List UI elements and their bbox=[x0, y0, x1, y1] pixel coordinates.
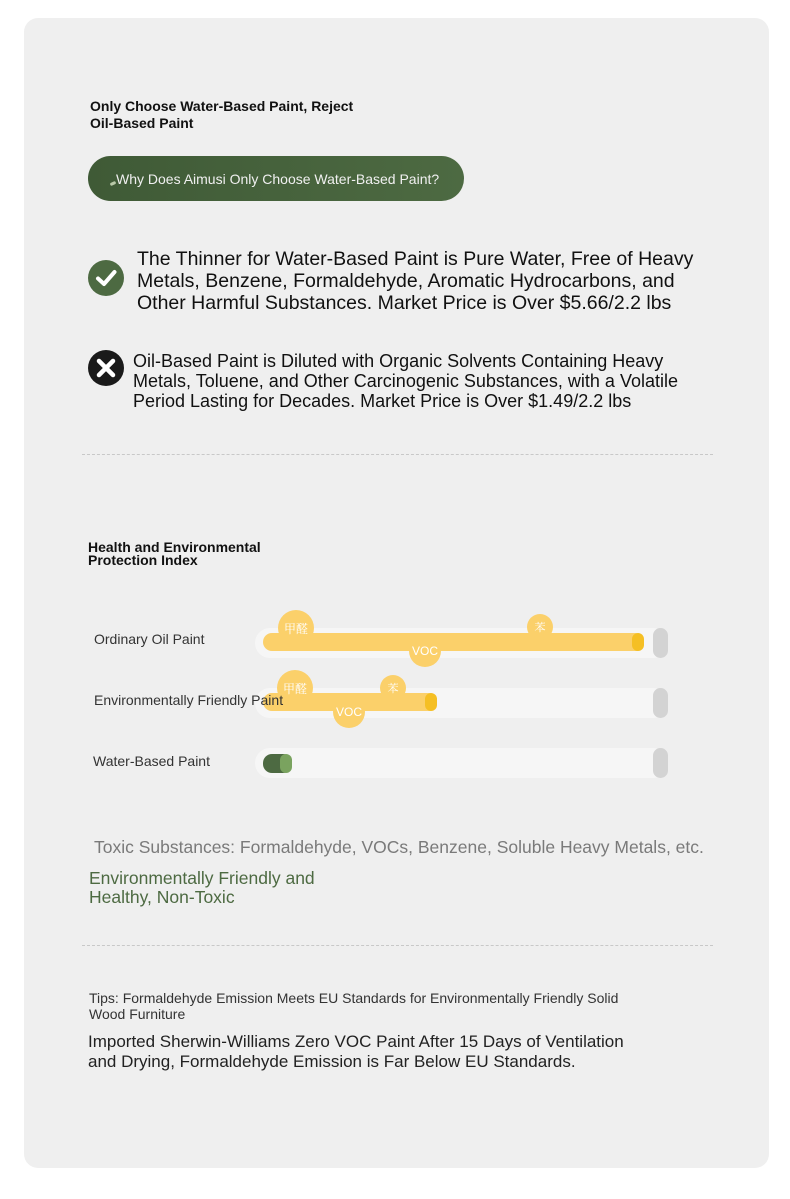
row-label-oil-paint: Ordinary Oil Paint bbox=[94, 631, 205, 647]
row-label-eco-paint: Environmentally Friendly Paint bbox=[94, 692, 284, 708]
row-label-water-paint: Water-Based Paint bbox=[93, 753, 210, 769]
check-icon bbox=[88, 260, 124, 296]
formaldehyde-marker: 甲醛 bbox=[278, 610, 314, 646]
water-paint-track-end bbox=[653, 748, 668, 778]
eco-healthy-note: Environmentally Friendly and Healthy, Non-Toxic bbox=[89, 868, 315, 907]
why-water-based-pill[interactable] bbox=[88, 156, 464, 201]
section-title-health-index: Health and Environmental Protection Index bbox=[88, 539, 261, 568]
voc-marker: VOC bbox=[409, 635, 441, 667]
tips-title: Tips: Formaldehyde Emission Meets EU Standards for Environmentally Friendly Solid Wood Furniture bbox=[89, 990, 619, 1022]
section-divider bbox=[82, 945, 713, 946]
oil-based-description: Oil-Based Paint is Diluted with Organic Solvents Containing Heavy Metals, Toluene, and Other Carcinogenic Substances, with a Volatile Period Lasting for Decades. Market Price is Over $1.49/2.2 lbs bbox=[133, 351, 678, 411]
water-based-description: The Thinner for Water-Based Paint is Pure Water, Free of Heavy Metals, Benzene, Formaldehyde, Aromatic Hydrocarbons, and Other Harmful Substances. Market Price is Over $5.66/2.2 lbs bbox=[137, 248, 694, 314]
benzene-marker: 苯 bbox=[527, 614, 553, 640]
toxic-substances-note: Toxic Substances: Formaldehyde, VOCs, Benzene, Soluble Heavy Metals, etc. bbox=[94, 837, 704, 857]
section-divider bbox=[82, 454, 713, 455]
section-title-paint-choice: Only Choose Water-Based Paint, Reject Oil-Based Paint bbox=[90, 98, 354, 131]
tips-description: Imported Sherwin-Williams Zero VOC Paint After 15 Days of Ventilation and Drying, Formaldehyde Emission is Far Below EU Standards. bbox=[88, 1032, 624, 1071]
cross-icon bbox=[88, 350, 124, 386]
oil-paint-level-bar bbox=[263, 633, 644, 651]
oil-paint-level-cap bbox=[632, 633, 644, 651]
water-paint-track bbox=[255, 748, 668, 778]
formaldehyde-marker: 甲醛 bbox=[277, 670, 313, 706]
voc-marker: VOC bbox=[333, 696, 365, 728]
benzene-marker: 苯 bbox=[380, 675, 406, 701]
pill-label: Why Does Aimusi Only Choose Water-Based Paint? bbox=[116, 170, 440, 187]
oil-paint-track-end bbox=[653, 628, 668, 658]
eco-paint-track-end bbox=[653, 688, 668, 718]
eco-paint-level-cap bbox=[425, 693, 437, 711]
water-paint-level-cap bbox=[280, 754, 292, 773]
